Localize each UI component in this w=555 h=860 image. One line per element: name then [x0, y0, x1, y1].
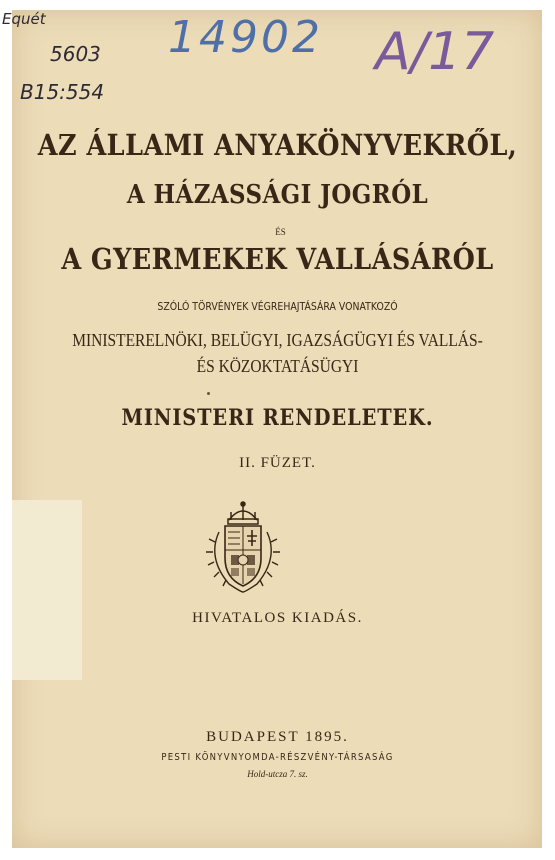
subtitle: SZÓLÓ TÖRVÉNYEK VÉGREHAJTÁSÁRA VONATKOZÓ [157, 300, 398, 313]
blue-pencil-number: 14902 [168, 12, 323, 63]
handwritten-shelfmark: B15:554 [20, 80, 105, 104]
purple-ink-mark: A/17 [375, 22, 495, 82]
imprint-address: Hold-utcza 7. sz. [247, 769, 308, 779]
title-connector: ÉS [275, 227, 286, 237]
coat-of-arms-icon [201, 498, 285, 594]
ministries-line-1: MINISTERELNÖKI, BELÜGYI, IGAZSÁGÜGYI ÉS VALLÁS- [72, 330, 483, 350]
handwritten-note-1: Equét [2, 10, 46, 28]
issue-label: II. FÜZET. [239, 455, 316, 471]
ministries-line-2: ÉS KÖZOKTATÁSÜGYI [196, 356, 359, 376]
title-line-2: A HÁZASSÁGI JOGRÓL [126, 180, 429, 210]
edition-label: HIVATALOS KIADÁS. [192, 610, 363, 626]
handwritten-note-2: 5603 [50, 42, 101, 66]
imprint-publisher: PESTI KÖNYVNYOMDA-RÉSZVÉNY-TÁRSASÁG [161, 752, 394, 763]
title-line-3: A GYERMEKEK VALLÁSÁRÓL [61, 242, 494, 276]
title-line-1: AZ ÁLLAMI ANYAKÖNYVEKRŐL, [37, 128, 518, 162]
main-heading: MINISTERI RENDELETEK. [121, 405, 434, 431]
imprint-city-year: BUDAPEST 1895. [206, 729, 349, 745]
ink-dot [207, 392, 210, 395]
paper-stain [12, 500, 82, 680]
